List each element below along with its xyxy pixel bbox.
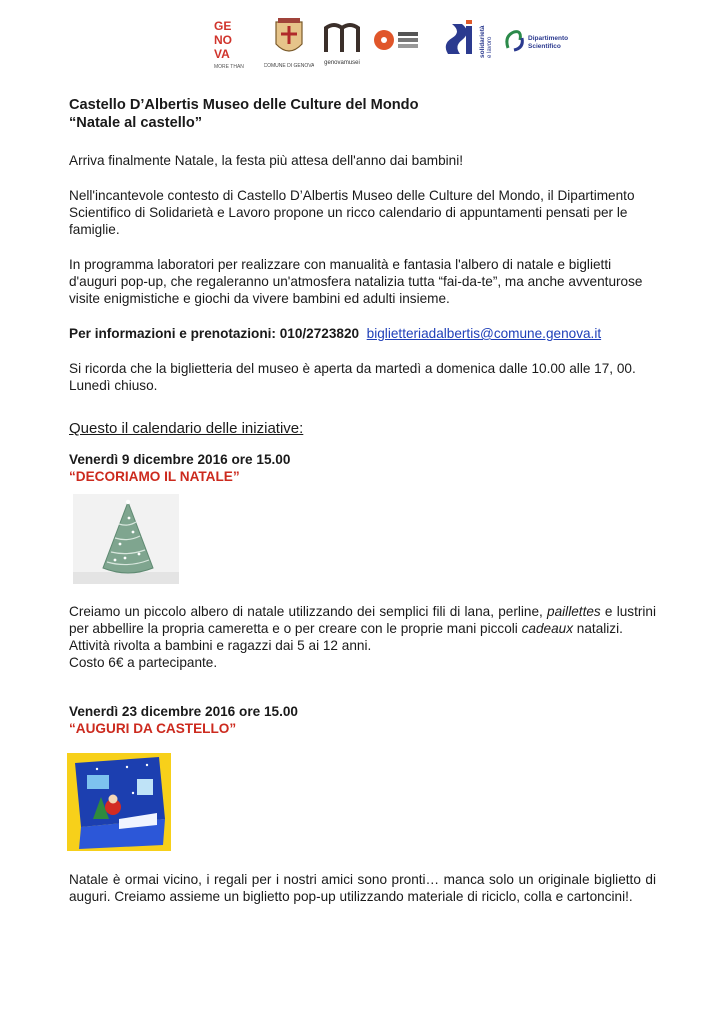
calendar-heading: Questo il calendario delle iniziative: [69, 420, 304, 437]
svg-text:COMUNE DI GENOVA: COMUNE DI GENOVA [264, 63, 314, 69]
event-description-part: natalizi. [573, 621, 623, 636]
doc-subtitle: “Natale al castello” [69, 115, 203, 131]
svg-text:Scientifico: Scientifico [528, 43, 561, 50]
svg-text:solidarietà: solidarietà [479, 25, 486, 58]
header-logos [206, 14, 576, 70]
event-description [69, 603, 656, 637]
document-body [69, 96, 656, 905]
event-description-emphasis: cadeaux [521, 621, 574, 636]
info-line [69, 325, 656, 342]
programme-paragraph: In programma laboratori per realizzare con manualità e fantasia l'albero di natale e biglietti d'auguri pop-up, che regaleranno un'atmosfera natalizia tutta “fai-da-te”, ma anche avventurose visite enigmistiche e giochi da vivere bambini ed adulti insieme. [69, 257, 643, 306]
info-label: Per informazioni e prenotazioni: 010/2723820 [69, 326, 360, 341]
comune-crest-logo [264, 14, 314, 70]
event-date: Venerdì 23 dicembre 2016 ore 15.00 [69, 704, 298, 719]
genovamusei-logo [318, 14, 366, 70]
solidarieta-lavoro-logo [438, 14, 496, 70]
doc-title: Castello D’Albertis Museo delle Culture del Mondo [69, 97, 419, 113]
svg-text:genovamusei: genovamusei [324, 60, 360, 66]
svg-text:VA: VA [214, 47, 230, 61]
tree-photo [73, 494, 179, 584]
svg-text:GE: GE [214, 19, 232, 33]
event-title: “DECORIAMO IL NATALE” [69, 469, 240, 484]
svg-text:Dipartimento: Dipartimento [528, 35, 569, 42]
svg-text:e lavoro: e lavoro [487, 36, 493, 58]
event-description-part: Creiamo un piccolo albero di natale utilizzando dei semplici fili di lana, perline, [69, 604, 548, 619]
reminder-paragraph: Si ricorda che la biglietteria del museo è aperta da martedì a domenica dalle 10.00 alle 17, 00. Lunedì chiuso. [69, 361, 636, 393]
event-cost: Costo 6€ a partecipante. [69, 655, 218, 670]
intro-paragraph: Arriva finalmente Natale, la festa più attesa dell'anno dai bambini! [69, 153, 464, 168]
event-title: “AUGURI DA CASTELLO” [69, 721, 237, 736]
genova-logo [206, 14, 260, 70]
svg-text:MORE THAN: MORE THAN [214, 64, 244, 70]
event-description-emphasis: paillettes [547, 604, 601, 619]
event-description: Natale è ormai vicino, i regali per i nostri amici sono pronti… manca solo un originale biglietto di auguri. Creiamo assieme un biglietto pop-up utilizzando materiale di riciclo, colla e cartoncini!. [69, 872, 656, 904]
event-description-part: e lustrini per abbellire la propria cameretta e o per creare con le proprie mani piccoli [69, 604, 656, 636]
dipartimento-logo [502, 14, 576, 70]
context-paragraph: Nell'incantevole contesto di Castello D’Albertis Museo delle Culture del Mondo, il Dipartimento Scientifico di Solidarietà e Lavoro propone un ricco calendario di appuntamenti pensati per le famiglie. [69, 188, 635, 237]
castello-logo [370, 14, 422, 70]
popup-card-photo [67, 753, 171, 851]
info-email-link[interactable]: biglietteriadalbertis@comune.genova.it [366, 326, 602, 341]
event-date: Venerdì 9 dicembre 2016 ore 15.00 [69, 452, 291, 467]
event-age: Attività rivolta a bambini e ragazzi dai 5 ai 12 anni. [69, 638, 372, 653]
svg-text:NO: NO [214, 33, 232, 47]
